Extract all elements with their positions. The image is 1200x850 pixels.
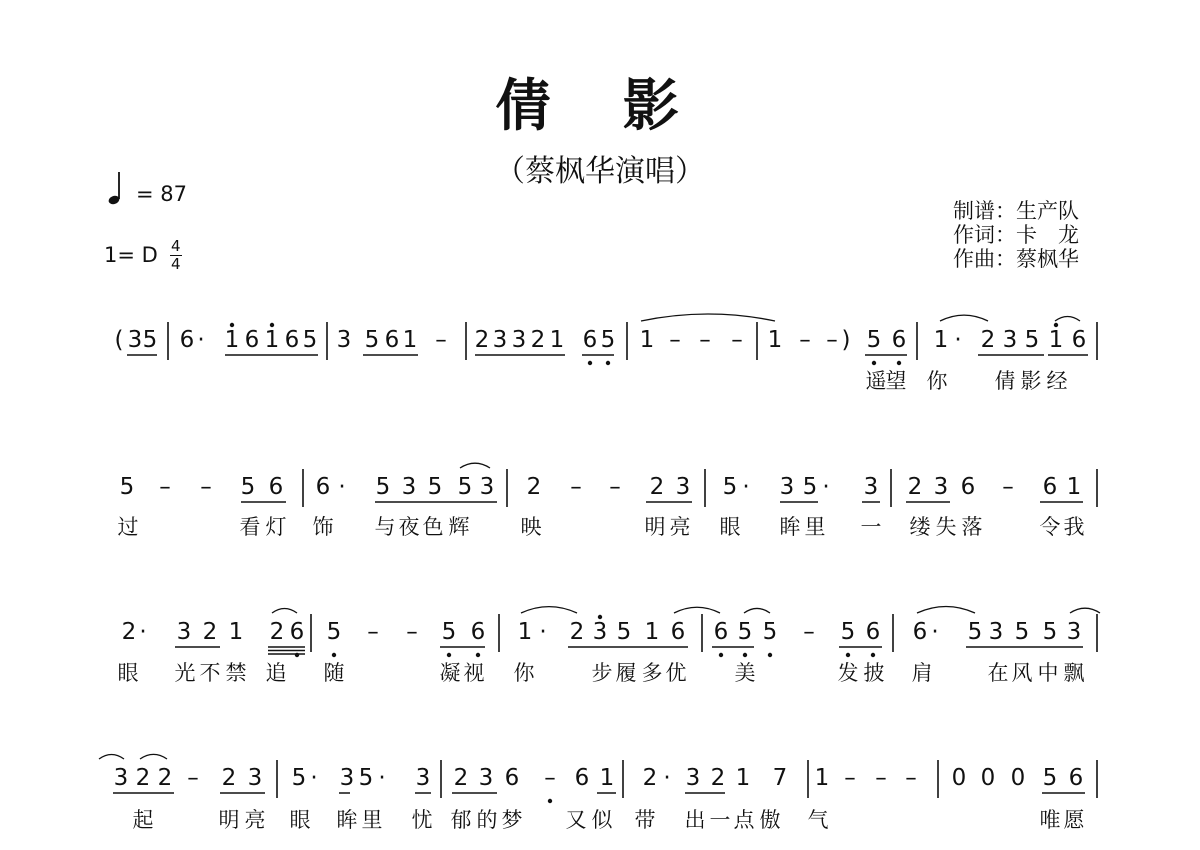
score-note: 1 [735, 765, 751, 791]
lyric-syllable: 眸 [779, 515, 801, 539]
score-note: 5 [737, 619, 753, 645]
score-note: 6 [574, 765, 590, 791]
score-note: – [875, 765, 887, 791]
score-note: 1 [933, 327, 949, 353]
score-note: 5 [142, 327, 158, 353]
lyric-syllable: 风 [1011, 661, 1033, 685]
lyric-syllable: 履 [615, 661, 637, 685]
lyric-syllable: 气 [807, 808, 829, 832]
octave-dot [1054, 323, 1058, 327]
score-note: 3 [685, 765, 701, 791]
octave-dot [598, 615, 602, 619]
score-note: 1 [402, 327, 418, 353]
lyric-syllable: 眸 [336, 808, 358, 832]
lyric-syllable: 又 [565, 808, 587, 832]
slur-tie [1070, 608, 1100, 613]
score-note: 6 [1068, 765, 1084, 791]
slur-tie [674, 607, 720, 613]
score-note: 3 [415, 765, 431, 791]
octave-dot [270, 323, 274, 327]
lyric-syllable: 经 [1046, 369, 1068, 393]
score-note: 3 [176, 619, 192, 645]
lyric-syllable: 光 [174, 661, 196, 685]
octave-dot [230, 323, 234, 327]
slur-tie [99, 755, 124, 760]
lyric-syllable: 点 [733, 808, 755, 832]
score-note: 1 [639, 327, 655, 353]
score-note: 3 [863, 474, 879, 500]
lyric-syllable: 望 [885, 369, 907, 393]
score-note: 3 [511, 327, 527, 353]
lyric-syllable: 一 [709, 808, 731, 832]
score-note: 5 [358, 765, 374, 791]
score-note: – [803, 619, 815, 645]
lyric-syllable: 美 [734, 661, 756, 685]
score-note: 6 [865, 619, 881, 645]
score-note: 0 [980, 765, 996, 791]
score-note: – [844, 765, 856, 791]
slur-tie [521, 607, 577, 613]
slur-tie [641, 314, 775, 321]
score-note: 1 [228, 619, 244, 645]
score-note: · [954, 327, 962, 353]
octave-dot [719, 653, 723, 657]
score-note: – [200, 474, 212, 500]
score-note: · [338, 474, 346, 500]
score-note: 5 [840, 619, 856, 645]
lyric-syllable: 看 [239, 515, 261, 539]
score-note: 5 [375, 474, 391, 500]
score-note: 5 [240, 474, 256, 500]
score-note: 6 [960, 474, 976, 500]
score-note: – [435, 327, 447, 353]
key-label: 1= D [104, 243, 158, 267]
score-note: 2 [121, 619, 137, 645]
song-title: 倩 影 [495, 74, 705, 139]
score-note: 5 [302, 327, 318, 353]
score-note: 3 [478, 765, 494, 791]
score-note: – [544, 765, 556, 791]
score-note: 1 [644, 619, 660, 645]
score-note: 6 [470, 619, 486, 645]
lyric-syllable: 过 [117, 515, 139, 539]
lyric-syllable: 你 [926, 369, 948, 393]
score-note: 2 [980, 327, 996, 353]
score-note: · [310, 765, 318, 791]
lyric-syllable: 与 [374, 515, 396, 539]
score-note: 6 [284, 327, 300, 353]
score-note: 5 [1042, 619, 1058, 645]
score-note: 6 [244, 327, 260, 353]
score-note: ) [841, 327, 851, 353]
score-note: – [731, 327, 743, 353]
score-note: 5 [600, 327, 616, 353]
score-note: 3 [492, 327, 508, 353]
score-note: 3 [339, 765, 355, 791]
score-note: 3 [933, 474, 949, 500]
score-note: 5 [1024, 327, 1040, 353]
slur-tie [460, 463, 490, 468]
score-note: 6 [268, 474, 284, 500]
score-note: 2 [157, 765, 173, 791]
score-note: 7 [772, 765, 788, 791]
lyric-syllable: 明 [644, 515, 666, 539]
score-note: 5 [457, 474, 473, 500]
lyric-syllable: 眼 [719, 515, 741, 539]
score-note: 5 [441, 619, 457, 645]
octave-dot [295, 653, 299, 657]
octave-dot [476, 653, 480, 657]
score-note: 6 [891, 327, 907, 353]
score-note: 1 [549, 327, 565, 353]
score-note: 6 [1071, 327, 1087, 353]
score-note: 5 [802, 474, 818, 500]
score-note: 5 [427, 474, 443, 500]
lyric-syllable: 随 [323, 661, 345, 685]
lyric-syllable: 追 [265, 661, 287, 685]
score-note: 5 [722, 474, 738, 500]
time-signature-bottom: 4 [171, 254, 181, 273]
score-note: 2 [526, 474, 542, 500]
score-note: – [609, 474, 621, 500]
lyric-syllable: 在 [987, 661, 1009, 685]
lyric-syllable: 辉 [448, 515, 470, 539]
octave-dot [588, 361, 592, 365]
score-note: 5 [326, 619, 342, 645]
score-note: 1 [517, 619, 533, 645]
octave-dot [897, 361, 901, 365]
score-note: 6 [179, 327, 195, 353]
score-note: – [799, 327, 811, 353]
lyric-syllable: 出 [684, 808, 706, 832]
octave-dot [743, 653, 747, 657]
lyric-syllable: 多 [641, 661, 663, 685]
score-note: 6 [713, 619, 729, 645]
score-note: – [406, 619, 418, 645]
score-note: 1 [1066, 474, 1082, 500]
lyric-syllable: 灯 [265, 515, 287, 539]
lyric-syllable: 你 [513, 661, 535, 685]
score-note: – [367, 619, 379, 645]
lyric-syllable: 郁 [450, 808, 472, 832]
score-note: · [931, 619, 939, 645]
octave-dot [332, 653, 336, 657]
score-note: · [378, 765, 386, 791]
slur-tie [140, 754, 167, 759]
lyric-syllable: 不 [199, 661, 221, 685]
lyric-syllable: 起 [132, 808, 154, 832]
lyric-syllable: 我 [1063, 515, 1085, 539]
lyric-syllable: 傲 [759, 808, 781, 832]
score-note: 6 [582, 327, 598, 353]
lyric-syllable: 似 [591, 808, 613, 832]
score-note: 5 [364, 327, 380, 353]
score-note: 1 [264, 327, 280, 353]
lyric-syllable: 落 [961, 515, 983, 539]
lyric-syllable: 一 [860, 515, 882, 539]
score-note: 2 [221, 765, 237, 791]
lyric-syllable: 里 [361, 808, 383, 832]
lyric-syllable: 优 [665, 661, 687, 685]
score-note: 5 [1042, 765, 1058, 791]
lyric-syllable: 映 [520, 515, 542, 539]
lyric-syllable: 肩 [911, 661, 933, 685]
lyric-syllable: 亮 [669, 515, 691, 539]
score-note: 5 [119, 474, 135, 500]
score-note: 6 [504, 765, 520, 791]
octave-dot [606, 361, 610, 365]
lyric-syllable: 亮 [244, 808, 266, 832]
score-note: 3 [592, 619, 608, 645]
score-note: 3 [988, 619, 1004, 645]
score-note: 3 [479, 474, 495, 500]
lyric-syllable: 失 [935, 515, 957, 539]
score-note: 6 [289, 619, 305, 645]
slur-tie [744, 608, 770, 613]
score-note: 0 [1010, 765, 1026, 791]
slur-tie [272, 609, 297, 614]
score-note: 5 [1014, 619, 1030, 645]
score-note: 6 [670, 619, 686, 645]
score-note: 1 [767, 327, 783, 353]
score-note: 2 [453, 765, 469, 791]
score-note: 3 [127, 327, 143, 353]
score-note: 2 [530, 327, 546, 353]
lyric-syllable: 令 [1039, 515, 1061, 539]
score-note: – [905, 765, 917, 791]
octave-dot [548, 799, 552, 803]
score-note: 2 [202, 619, 218, 645]
score-note: 5 [616, 619, 632, 645]
tempo-value: = 87 [136, 182, 187, 206]
score-note: 3 [336, 327, 352, 353]
score-note: · [539, 619, 547, 645]
lyric-syllable: 忧 [411, 808, 433, 832]
score-note: 3 [675, 474, 691, 500]
score-note: · [663, 765, 671, 791]
octave-dot [871, 653, 875, 657]
lyric-syllable: 披 [863, 661, 885, 685]
slur-tie [1055, 317, 1080, 322]
score-note: 2 [569, 619, 585, 645]
score-note: 3 [1066, 619, 1082, 645]
lyric-syllable: 里 [804, 515, 826, 539]
lyric-syllable: 愿 [1063, 808, 1085, 832]
score-note: 1 [1048, 327, 1064, 353]
lyric-syllable: 眼 [117, 661, 139, 685]
lyric-syllable: 凝 [439, 661, 461, 685]
score-note: 3 [779, 474, 795, 500]
lyric-syllable: 禁 [225, 661, 247, 685]
time-signature-top: 4 [171, 236, 181, 255]
score-note: 5 [291, 765, 307, 791]
score-note: – [570, 474, 582, 500]
score-note: – [826, 327, 838, 353]
lyric-syllable: 夜 [398, 515, 420, 539]
lyric-syllable: 影 [1020, 369, 1042, 393]
score-note: – [187, 765, 199, 791]
score-note: 5 [866, 327, 882, 353]
lyric-syllable: 色 [422, 515, 444, 539]
score-note: 1 [224, 327, 240, 353]
lyric-syllable: 带 [634, 808, 656, 832]
lyric-syllable: 遥 [865, 369, 887, 393]
octave-dot [846, 653, 850, 657]
score-note: 6 [315, 474, 331, 500]
score-note: 2 [135, 765, 151, 791]
score-note: 6 [912, 619, 928, 645]
slur-tie [940, 315, 988, 321]
lyric-syllable: 饰 [312, 515, 334, 539]
score-note: ( [114, 327, 124, 353]
lyric-syllable: 明 [218, 808, 240, 832]
score-note: 1 [599, 765, 615, 791]
octave-dot [872, 361, 876, 365]
arranger-credit: 制谱：生产队 [953, 199, 1079, 223]
composer-credit: 作曲：蔡枫华 [953, 247, 1079, 271]
score-note: 2 [474, 327, 490, 353]
lyric-syllable: 发 [837, 661, 859, 685]
lyricist-credit: 作词：卡 龙 [953, 223, 1079, 247]
score-note: 2 [269, 619, 285, 645]
lyric-syllable: 的 [476, 808, 498, 832]
score-note: 3 [1002, 327, 1018, 353]
score-note: · [139, 619, 147, 645]
lyric-syllable: 视 [463, 661, 485, 685]
score-note: · [197, 327, 205, 353]
lyric-syllable: 中 [1037, 661, 1059, 685]
octave-dot [768, 653, 772, 657]
lyric-syllable: 梦 [501, 808, 523, 832]
slur-tie [917, 607, 975, 613]
lyric-syllable: 眼 [289, 808, 311, 832]
score-note: 3 [247, 765, 263, 791]
score-note: 3 [401, 474, 417, 500]
score-note: · [822, 474, 830, 500]
lyric-syllable: 飘 [1063, 661, 1085, 685]
octave-dot [447, 653, 451, 657]
score-note: 2 [642, 765, 658, 791]
score-note: 5 [967, 619, 983, 645]
score-note: 6 [1042, 474, 1058, 500]
score-note: – [669, 327, 681, 353]
score-note: – [159, 474, 171, 500]
score-note: – [1002, 474, 1014, 500]
score-note: 1 [814, 765, 830, 791]
lyric-syllable: 唯 [1039, 808, 1061, 832]
score-note: 0 [951, 765, 967, 791]
score-note: 6 [384, 327, 400, 353]
score-note: 2 [907, 474, 923, 500]
score-note: 5 [762, 619, 778, 645]
lyric-syllable: 缕 [909, 515, 931, 539]
score-note: 2 [710, 765, 726, 791]
lyric-syllable: 倩 [994, 369, 1016, 393]
score-note: 3 [113, 765, 129, 791]
score-note: – [699, 327, 711, 353]
score-note: 2 [649, 474, 665, 500]
score-note: · [742, 474, 750, 500]
performer-subtitle: （蔡枫华演唱） [495, 154, 705, 189]
lyric-syllable: 步 [591, 661, 613, 685]
